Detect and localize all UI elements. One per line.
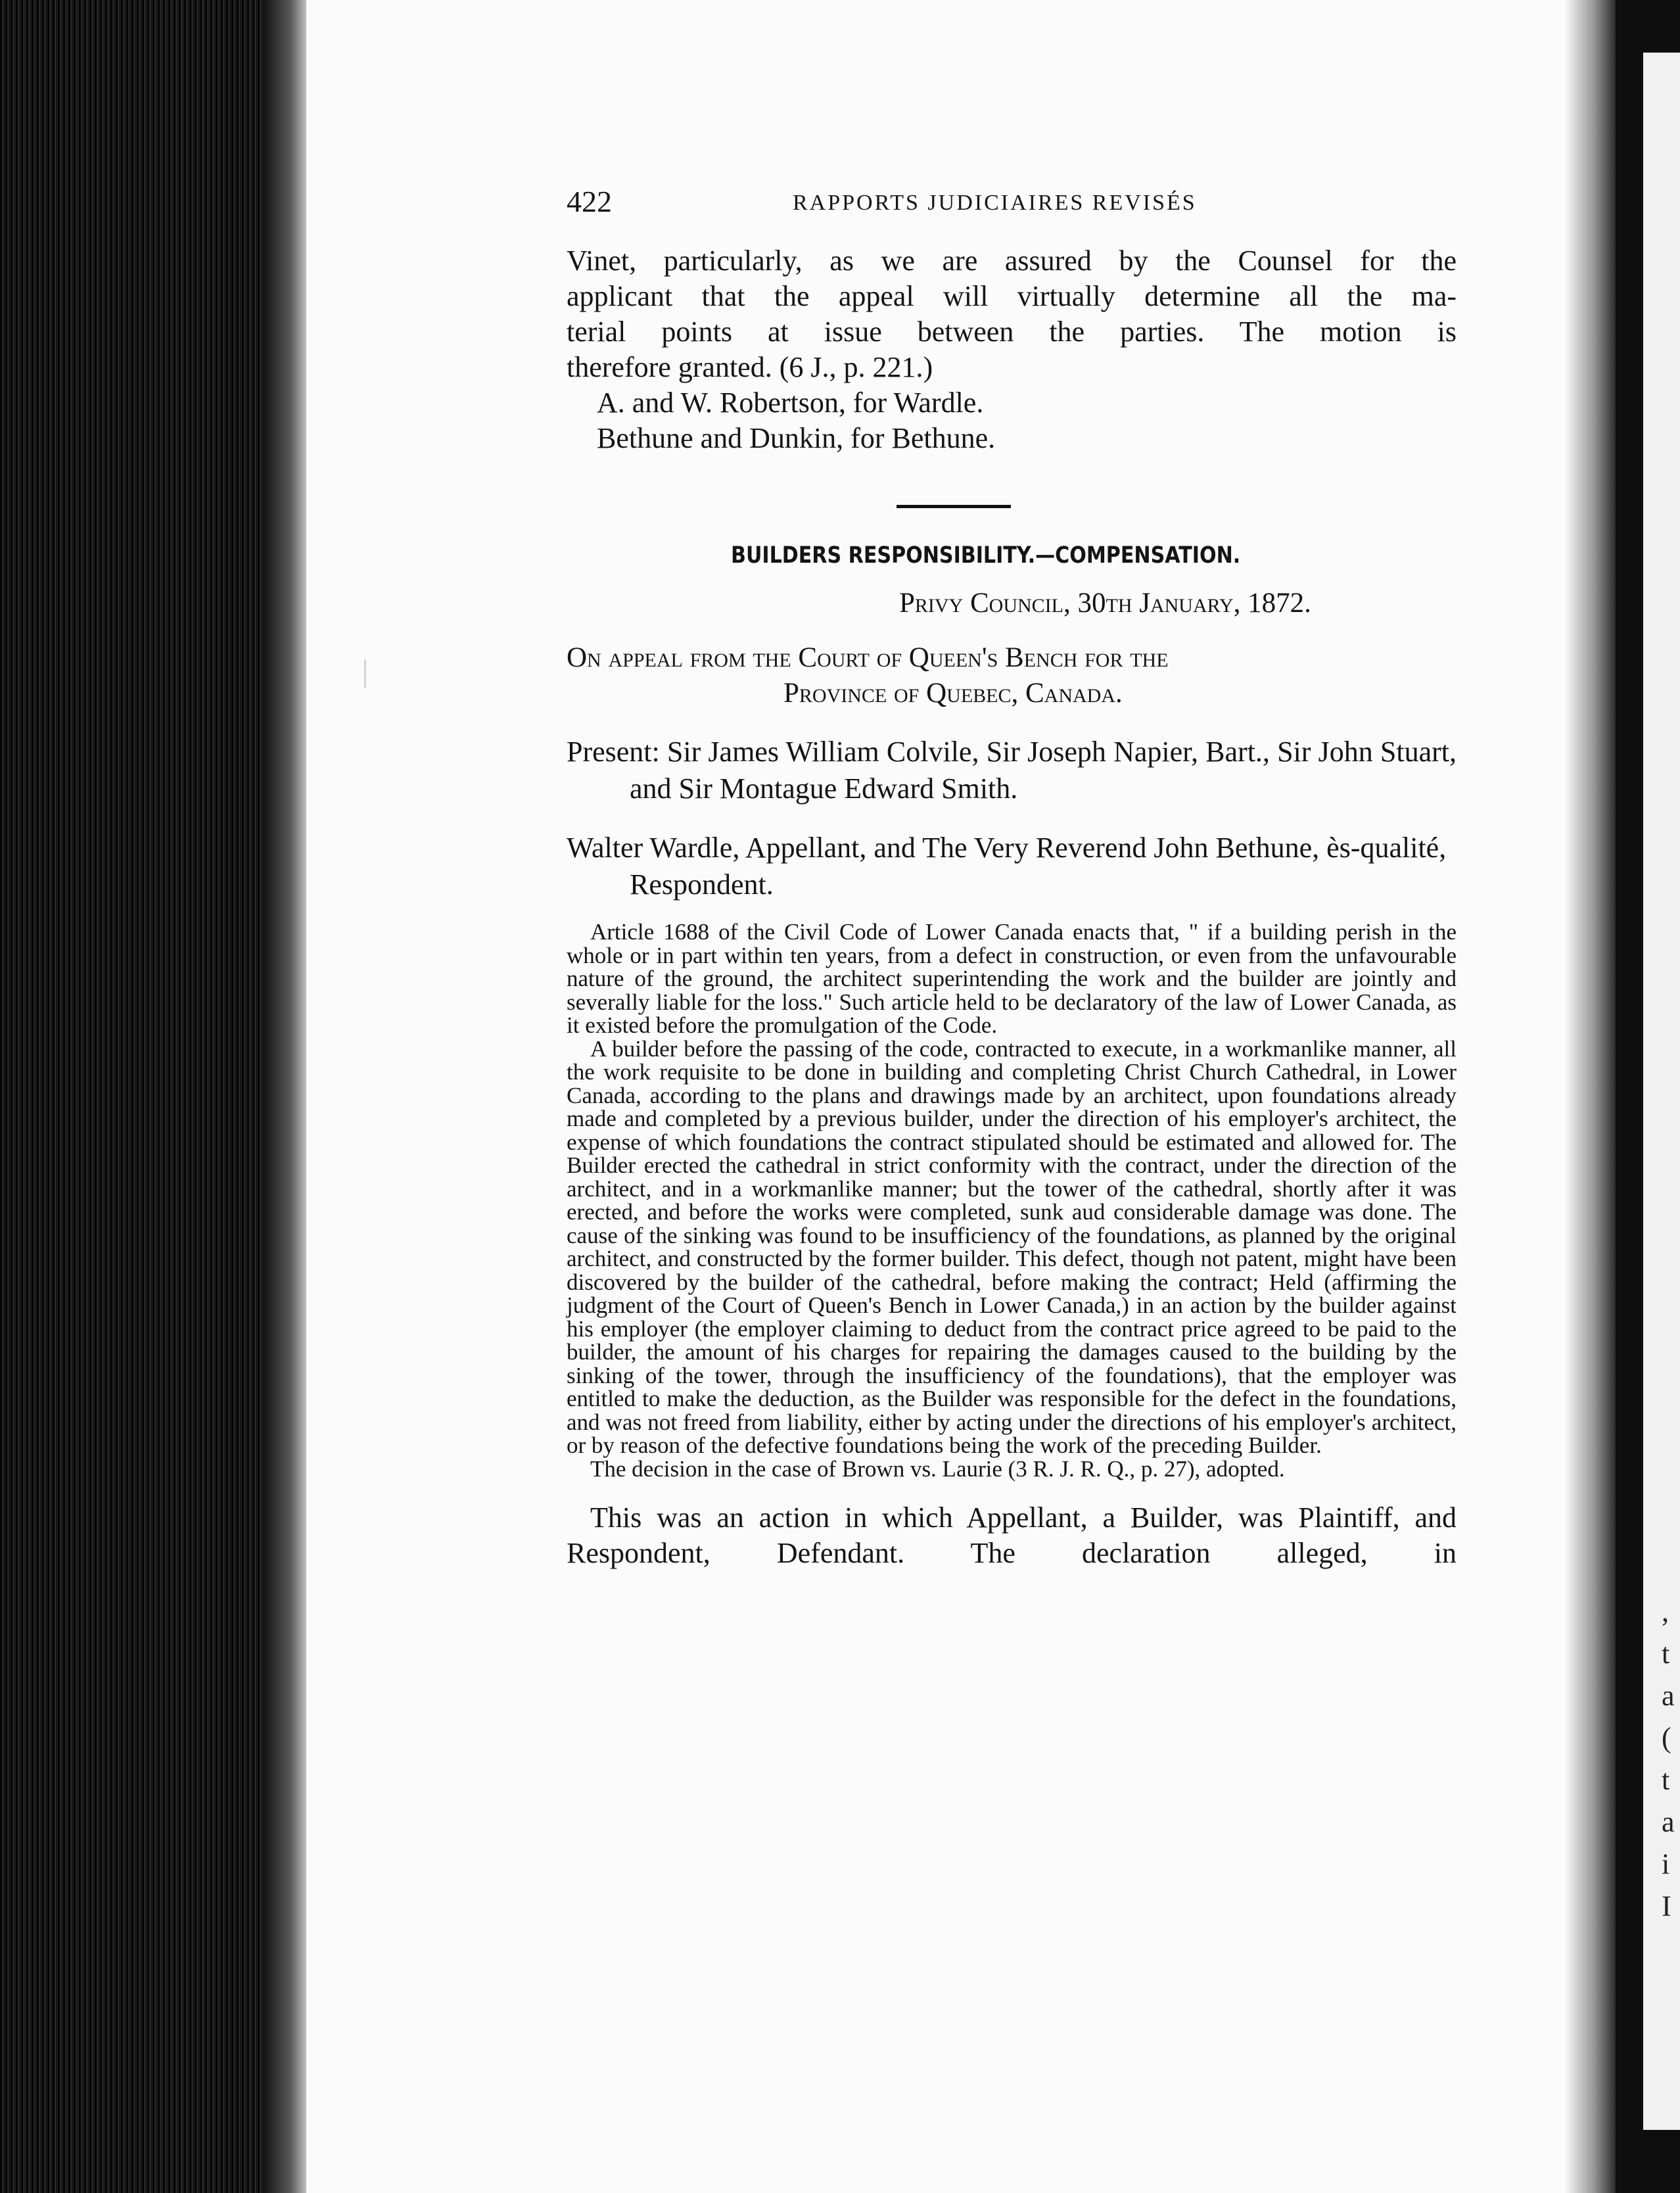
page-mark — [364, 659, 419, 714]
next-page-fragments: , t a ( t a i I — [1662, 1595, 1675, 1922]
continuation-line: applicant that the appeal will virtually determine all the ma- — [567, 280, 1457, 312]
appeal-line — [567, 640, 1457, 711]
continuation-line: terial points at issue between the parties. The motion is — [567, 316, 1457, 348]
running-title: RAPPORTS JUDICIAIRES REVISÉS — [793, 191, 1197, 215]
headnote-paragraph: A builder before the passing of the code, contracted to execute, in a workmanlike manner, all the work requisite to be done in building and completing Christ Church Cathedral, in Lower Canada, according to the plans and drawings made by an architect, upon foundations already made and completed by a previous builder, under the direction of his employer's architect, the expense of which foundations the contract stipulated should be estimated and allowed for. The Builder erected the cathedral in strict conformity with the contract, under the direction of the architect, and in a workmanlike manner; but the tower of the cathedral, shortly after it was erected, and before the works were completed, sunk aud considerable damage was done. The cause of the sinking was found to be insufficiency of the foundations, as planned by the original architect, and constructed by the former builder. This defect, though not patent, might have been discovered by the builder of the cathedral, before making the contract; Held (affirming the judgment of the Court of Queen's Bench in Lower Canada,) in an action by the builder against his employer (the employer claiming to deduct from the contract price agreed to be paid to the builder, the amount of his charges for repairing the damages caused to the building by the sinking of the tower, through the insufficiency of the foundations), that the employer was entitled to make the deduction, as the Builder was responsible for the defect in the foundations, and was not freed from liability, either by acting under the directions of his employer's architect, or by reason of the defective foundations being the work of the preceding Builder. — [567, 1035, 1457, 1458]
headnote-paragraph: Article 1688 of the Civil Code of Lower Canada enacts that, " if a building perish in the whole or in part within ten years, from a defect in construction, or even from the unfavourable nature of the ground, the architect superintending the work and the builder are jointly and severally liable for the loss." Such article held to be declaratory of the law of Lower Canada, as it existed before the promulgation of the Code. — [567, 919, 1457, 1038]
appeal-line-2: Province of Quebec, Canada. — [783, 678, 1123, 709]
headnote — [567, 920, 1457, 1480]
gutter-shadow — [263, 0, 309, 2193]
present-judges: Present: Sir James William Colvile, Sir Joseph Napier, Bart., Sir John Stuart, and Sir Montague Edward Smith. — [567, 736, 1457, 805]
page-content — [567, 184, 1457, 1571]
continuation-paragraph — [567, 243, 1457, 385]
page-number: 422 — [567, 185, 612, 218]
headnote-paragraph: The decision in the case of Brown vs. Laurie (3 R. J. R. Q., p. 27), adopted. — [590, 1455, 1285, 1482]
continuation-line: Vinet, particularly, as we are assured by the Counsel for the — [567, 245, 1457, 277]
court-date: Privy Council, 30th January, 1872. — [899, 588, 1311, 619]
section-divider — [897, 505, 1011, 508]
page-header — [567, 184, 1457, 224]
right-page-shadow — [1564, 0, 1617, 2193]
body-opening: This was an action in which Appellant, a Builder, was Plaintiff, and Respondent, Defendant. The declaration alleged, in — [567, 1501, 1457, 1569]
counsel-appellant: A. and W. Robertson, for Wardle. — [597, 387, 984, 419]
continuation-line: therefore granted. (6 J., p. 221.) — [567, 351, 933, 383]
case-parties: Walter Wardle, Appellant, and The Very Reverend John Bethune, ès-qualité, Respondent. — [567, 832, 1447, 901]
counsel-respondent: Bethune and Dunkin, for Bethune. — [597, 422, 996, 454]
appeal-line-1: On appeal from the Court of Queen's Bench for the — [567, 642, 1169, 673]
case-heading: BUILDERS RESPONSIBILITY.—COMPENSATION. — [731, 542, 1241, 569]
